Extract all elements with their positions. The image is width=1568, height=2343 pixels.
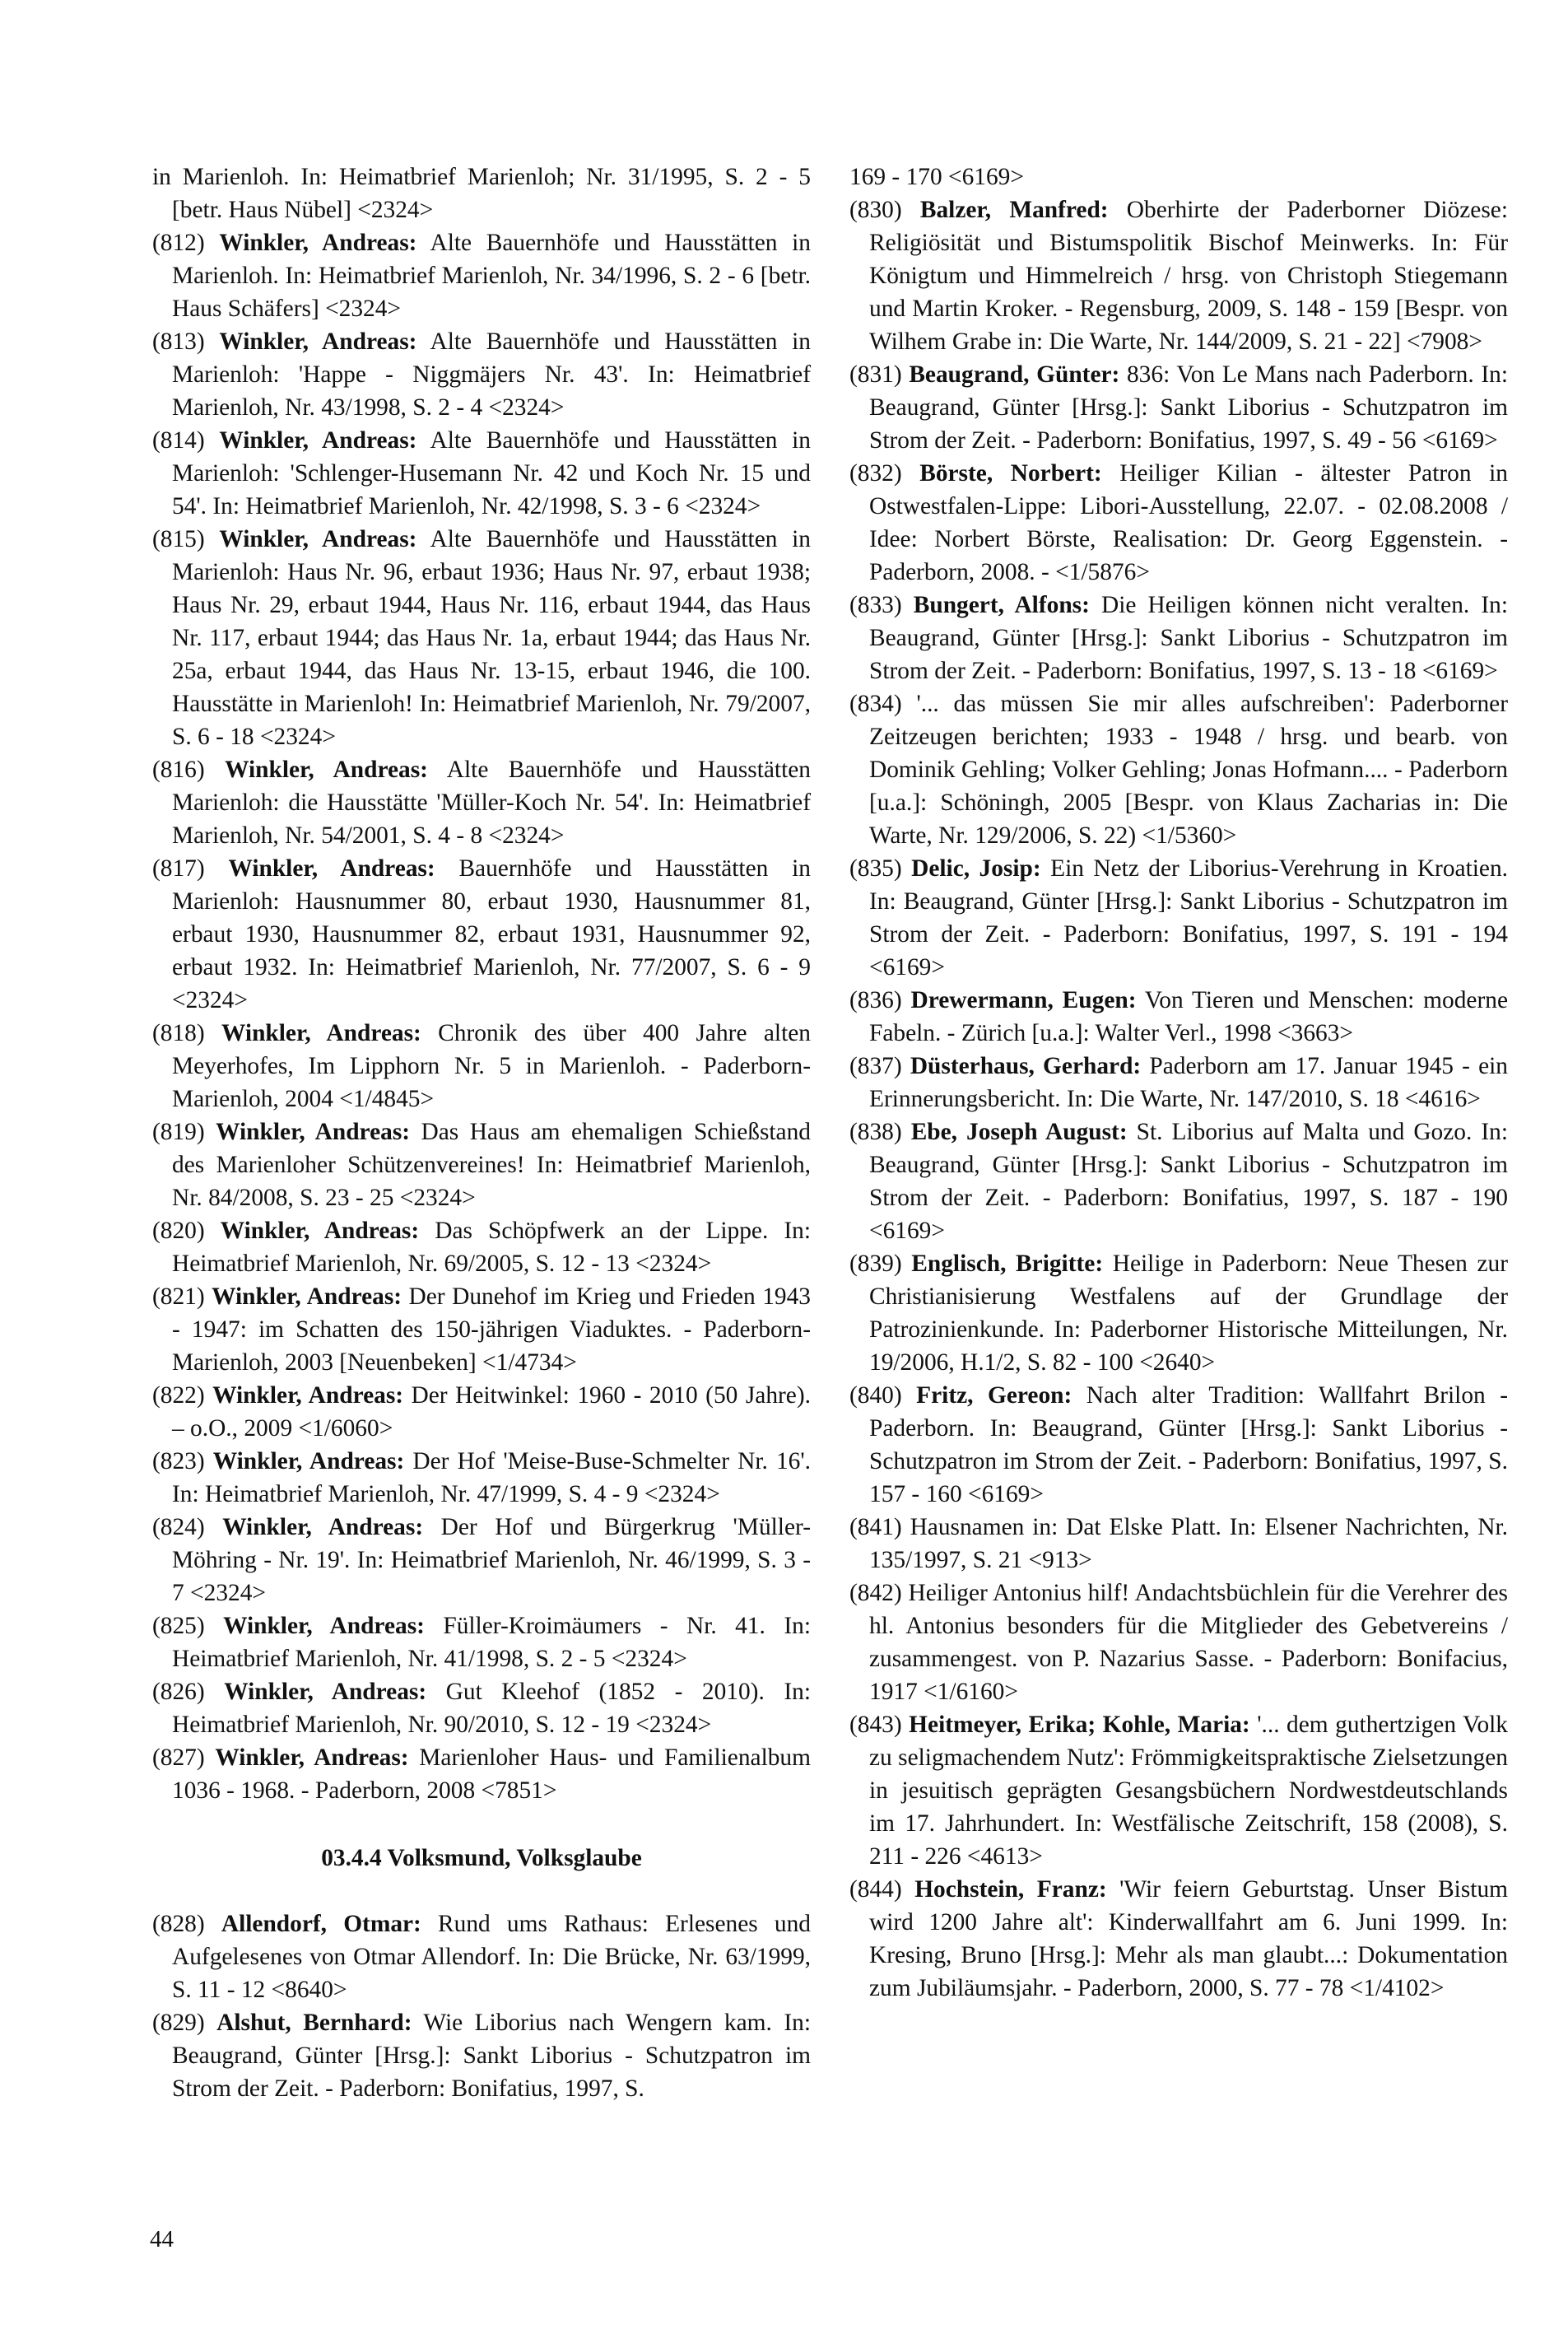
entry-number: (843): [849, 1712, 910, 1738]
bibliography-entry: [849, 852, 1508, 984]
bibliography-entry: [152, 523, 811, 753]
bibliography-entry: [152, 1445, 811, 1511]
entry-text: Bauernhöfe und Hausstätten in Marienloh: Hausnummer 80, erbaut 1930, Hausnummer 81, erbaut 1930, Hausnummer 82, erbaut 1931, Hausnummer 92, erbaut 1932. In: Heimatbrief Marienloh, Nr. 77/2007, S. 6 - 9 <2324>: [172, 855, 811, 1013]
bibliography-entry: [152, 1907, 811, 2006]
entry-author: Bungert, Alfons:: [913, 592, 1090, 618]
entry-number: (816): [152, 757, 226, 783]
section-heading: 03.4.4 Volksmund, Volksglaube: [321, 1845, 642, 1871]
entry-number: (818): [152, 1020, 222, 1046]
entry-number: (813): [152, 328, 220, 355]
page-number: 44: [150, 2226, 174, 2252]
entry-text: 169 - 170 <6169>: [849, 164, 1024, 190]
entry-author: Winkler, Andreas:: [223, 1613, 425, 1639]
bibliography-entry: [849, 1050, 1508, 1116]
entry-number: (823): [152, 1448, 213, 1474]
bibliography-entry: [849, 1708, 1508, 1873]
bibliography-entry: [152, 1511, 811, 1609]
entry-author: Winkler, Andreas:: [219, 526, 417, 552]
entry-number: (820): [152, 1218, 221, 1244]
entry-author: Heitmeyer, Erika; Kohle, Maria:: [909, 1712, 1250, 1738]
entry-number: (835): [849, 855, 912, 882]
entry-author: Hochstein, Franz:: [914, 1876, 1107, 1903]
entry-text: Gut Kleehof (1852 - 2010). In: Heimatbrief Marienloh, Nr. 90/2010, S. 12 - 19 <2324>: [172, 1679, 811, 1738]
entry-author: Winkler, Andreas:: [228, 855, 435, 882]
entry-text: Das Schöpfwerk an der Lippe. In: Heimatbrief Marienloh, Nr. 69/2005, S. 12 - 13 <2324>: [172, 1218, 811, 1277]
entry-author: Englisch, Brigitte:: [911, 1251, 1104, 1277]
entry-text: Der Dunehof im Krieg und Frieden 1943 - 1947: im Schatten des 150-jährigen Viaduktes. - Paderborn-Marienloh, 2003 [Neuenbeken] <1/4734>: [172, 1283, 811, 1376]
entry-author: Winkler, Andreas:: [222, 1514, 424, 1540]
entry-text: '... dem guthertzigen Volk zu seligmachendem Nutz': Frömmigkeitspraktische Zielsetzungen in jesuitisch geprägten Gesangsbüchern Nordwestdeutschlands im 17. Jahrhundert. In: Westfälische Zeitschrift, 158 (2008), S. 211 - 226 <4613>: [869, 1712, 1508, 1870]
left-column: [152, 161, 811, 2105]
bibliography-entry: [849, 687, 1508, 852]
entry-author: Allendorf, Otmar:: [221, 1911, 421, 1937]
entry-number: (829): [152, 2010, 217, 2036]
entry-author: Winkler, Andreas:: [219, 328, 417, 355]
bibliography-entry: [849, 1511, 1508, 1577]
entry-text: Nach alter Tradition: Wallfahrt Brilon - Paderborn. In: Beaugrand, Günter [Hrsg.]: Sankt Liborius - Schutzpatron im Strom der Zeit. - Paderborn: Bonifatius, 1997, S. 157 - 160 <6169>: [869, 1382, 1508, 1507]
entry-number: (827): [152, 1744, 216, 1771]
entry-author: Düsterhaus, Gerhard:: [910, 1053, 1142, 1079]
entry-number: (826): [152, 1679, 225, 1705]
entry-text: Der Hof und Bürgerkrug 'Müller-Möhring - Nr. 19'. In: Heimatbrief Marienloh, Nr. 46/1999, S. 3 - 7 <2324>: [172, 1514, 811, 1606]
bibliography-entry: [152, 1280, 811, 1379]
entry-number: (844): [849, 1876, 915, 1903]
entry-number: (828): [152, 1911, 221, 1937]
entry-text: Marienloher Haus- und Familienalbum 1036 - 1968. - Paderborn, 2008 <7851>: [172, 1744, 811, 1804]
entry-number: (837): [849, 1053, 910, 1079]
entry-number: (812): [152, 230, 220, 256]
entry-text: Der Heitwinkel: 1960 - 2010 (50 Jahre). – o.O., 2009 <1/6060>: [172, 1382, 811, 1442]
entry-text: Alte Bauernhöfe und Hausstätten in Marienloh: Haus Nr. 96, erbaut 1936; Haus Nr. 97, erbaut 1938; Haus Nr. 29, erbaut 1944, Haus Nr. 116, erbaut 1944, das Haus Nr. 117, erbaut 1944; das Haus Nr. 1a, erbaut 1944; das Haus Nr. 25a, erbaut 1944, das Haus Nr. 13-15, erbaut 1946, die 100. Hausstätte in Marienloh! In: Heimatbrief Marienloh, Nr. 79/2007, S. 6 - 18 <2324>: [172, 526, 811, 750]
bibliography-entry: [849, 358, 1508, 457]
entry-number: (824): [152, 1514, 223, 1540]
bibliography-entry: [152, 1379, 811, 1445]
bibliography-entry: [849, 984, 1508, 1050]
bibliography-entry: [152, 1675, 811, 1741]
entry-number: (814): [152, 427, 220, 454]
entry-number: (825): [152, 1613, 224, 1639]
entry-text: Alte Bauernhöfe und Hausstätten Marienloh: die Hausstätte 'Müller-Koch Nr. 54'. In: Heimatbrief Marienloh, Nr. 54/2001, S. 4 - 8 <2324>: [172, 757, 811, 849]
entry-author: Delic, Josip:: [911, 855, 1041, 882]
bibliography-entry: [849, 193, 1508, 358]
entry-number: (833): [849, 592, 914, 618]
entry-number: (819): [152, 1119, 216, 1145]
entry-author: Winkler, Andreas:: [221, 1020, 421, 1046]
entry-text: Alte Bauernhöfe und Hausstätten in Marienloh: 'Schlenger-Husemann Nr. 42 und Koch Nr. 15 und 54'. In: Heimatbrief Marienloh, Nr. 42/1998, S. 3 - 6 <2324>: [172, 427, 811, 519]
entry-text: Heiliger Antonius hilf! Andachtsbüchlein für die Verehrer des hl. Antonius besonders für die Mitglieder des Gebetvereins / zusammengest. von P. Nazarius Sasse. - Paderborn: Bonifacius, 1917 <1/6160>: [869, 1580, 1508, 1705]
entry-author: Winkler, Andreas:: [212, 1382, 404, 1409]
entry-number: (821): [152, 1283, 212, 1310]
entry-author: Winkler, Andreas:: [220, 1218, 420, 1244]
entry-number: (838): [849, 1119, 911, 1145]
entry-author: Winkler, Andreas:: [224, 1679, 427, 1705]
entry-text: Rund ums Rathaus: Erlesenes und Aufgelesenes von Otmar Allendorf. In: Die Brücke, Nr. 63/1999, S. 11 - 12 <8640>: [172, 1911, 811, 2003]
entry-text: Chronik des über 400 Jahre alten Meyerhofes, Im Lipphorn Nr. 5 in Marienloh. - Paderborn-Marienloh, 2004 <1/4845>: [172, 1020, 811, 1112]
bibliography-entry: [152, 226, 811, 325]
bibliography-entry: [152, 1741, 811, 1807]
bibliography-entry: [152, 852, 811, 1017]
bibliography-entry: [152, 325, 811, 424]
entry-author: Beaugrand, Günter:: [909, 361, 1120, 388]
entry-text: Hausnamen in: Dat Elske Platt. In: Elsener Nachrichten, Nr. 135/1997, S. 21 <913>: [869, 1514, 1508, 1573]
entry-author: Winkler, Andreas:: [212, 1448, 405, 1474]
bibliography-entry: [849, 1873, 1508, 2005]
entry-text: Alte Bauernhöfe und Hausstätten in Marienloh: 'Happe - Niggmäjers Nr. 43'. In: Heimatbrief Marienloh, Nr. 43/1998, S. 2 - 4 <2324>: [172, 328, 811, 421]
entry-text: Das Haus am ehemaligen Schießstand des Marienloher Schützenvereines! In: Heimatbrief Marienloh, Nr. 84/2008, S. 23 - 25 <2324>: [172, 1119, 811, 1211]
left-entries-after: [152, 1907, 811, 2105]
entry-author: Winkler, Andreas:: [219, 427, 417, 454]
entry-text: Ein Netz der Liborius-Verehrung in Kroatien. In: Beaugrand, Günter [Hrsg.]: Sankt Liborius - Schutzpatron im Strom der Zeit. - Paderborn: Bonifatius, 1997, S. 191 - 194 <6169>: [869, 855, 1508, 981]
entry-number: (834): [849, 691, 917, 717]
bibliography-entry: [152, 424, 811, 523]
bibliography-entry: [152, 753, 811, 852]
right-entries: [849, 161, 1508, 2005]
bibliography-entry: [849, 1116, 1508, 1247]
entry-author: Alshut, Bernhard:: [216, 2010, 412, 2036]
entry-number: (822): [152, 1382, 213, 1409]
entry-author: Drewermann, Eugen:: [910, 987, 1137, 1013]
entry-author: Winkler, Andreas:: [215, 1744, 409, 1771]
bibliography-entry: [152, 1214, 811, 1280]
entry-text: Oberhirte der Paderborner Diözese: Religiösität und Bistumspolitik Bischof Meinwerks. In: Für Königtum und Himmelreich / hrsg. von Christoph Stiegemann und Martin Kroker. - Regensburg, 2009, S. 148 - 159 [Bespr. von Wilhem Grabe in: Die Warte, Nr. 144/2009, S. 21 - 22] <7908>: [869, 197, 1508, 355]
entry-text: 836: Von Le Mans nach Paderborn. In: Beaugrand, Günter [Hrsg.]: Sankt Liborius - Schutzpatron im Strom der Zeit. - Paderborn: Bonifatius, 1997, S. 49 - 56 <6169>: [869, 361, 1508, 454]
entry-author: Börste, Norbert:: [919, 460, 1102, 487]
entry-author: Winkler, Andreas:: [212, 1283, 402, 1310]
bibliography-entry: [152, 1116, 811, 1214]
bibliography-entry: [152, 161, 811, 226]
entry-author: Winkler, Andreas:: [216, 1119, 411, 1145]
right-column: [849, 161, 1508, 2005]
entry-text: in Marienloh. In: Heimatbrief Marienloh; Nr. 31/1995, S. 2 - 5 [betr. Haus Nübel] <2324>: [152, 164, 811, 223]
entry-text: Paderborn am 17. Januar 1945 - ein Erinnerungsbericht. In: Die Warte, Nr. 147/2010, S. 18 <4616>: [869, 1053, 1508, 1112]
entry-author: Winkler, Andreas:: [219, 230, 417, 256]
bibliography-entry: [849, 457, 1508, 589]
bibliography-entry: [152, 1017, 811, 1116]
entry-text: Von Tieren und Menschen: moderne Fabeln. - Zürich [u.a.]: Walter Verl., 1998 <3663>: [869, 987, 1508, 1046]
entry-number: (842): [849, 1580, 909, 1606]
entry-number: (831): [849, 361, 910, 388]
bibliography-entry: [849, 1379, 1508, 1511]
left-entries-before: [152, 161, 811, 1807]
entry-text: 'Wir feiern Geburtstag. Unser Bistum wird 1200 Jahre alt': Kinderwallfahrt am 6. Juni 1999. In: Kresing, Bruno [Hrsg.]: Mehr als man glaubt...: Dokumentation zum Jubiläumsjahr. - Paderborn, 2000, S. 77 - 78 <1/4102>: [869, 1876, 1509, 2001]
entry-text: Die Heiligen können nicht veralten. In: Beaugrand, Günter [Hrsg.]: Sankt Liborius - Schutzpatron im Strom der Zeit. - Paderborn: Bonifatius, 1997, S. 13 - 18 <6169>: [869, 592, 1509, 684]
entry-number: (815): [152, 526, 220, 552]
entry-text: Wie Liborius nach Wengern kam. In: Beaugrand, Günter [Hrsg.]: Sankt Liborius - Schutzpatron im Strom der Zeit. - Paderborn: Bonifatius, 1997, S.: [172, 2010, 811, 2102]
bibliography-entry: [849, 1247, 1508, 1379]
entry-number: (830): [849, 197, 920, 223]
entry-text: Alte Bauernhöfe und Hausstätten in Marienloh. In: Heimatbrief Marienloh, Nr. 34/1996, S. 2 - 6 [betr. Haus Schäfers] <2324>: [172, 230, 811, 322]
entry-number: (839): [849, 1251, 912, 1277]
entry-number: (836): [849, 987, 911, 1013]
entry-author: Balzer, Manfred:: [919, 197, 1109, 223]
bibliography-entry: [849, 589, 1508, 687]
entry-text: Heilige in Paderborn: Neue Thesen zur Christianisierung Westfalens auf der Grundlage der Patrozinienkunde. In: Paderborner Historische Mitteilungen, Nr. 19/2006, H.1/2, S. 82 - 100 <2640>: [869, 1251, 1508, 1376]
entry-number: (841): [849, 1514, 910, 1540]
bibliography-entry: [152, 1609, 811, 1675]
entry-text: Der Hof 'Meise-Buse-Schmelter Nr. 16'. In: Heimatbrief Marienloh, Nr. 47/1999, S. 4 - 9 <2324>: [172, 1448, 811, 1507]
entry-text: '... das müssen Sie mir alles aufschreiben': Paderborner Zeitzeugen berichten; 1933 - 1948 / hrsg. und bearb. von Dominik Gehling; Volker Gehling; Jonas Hofmann.... - Paderborn [u.a.]: Schöningh, 2005 [Bespr. von Klaus Zacharias in: Die Warte, Nr. 129/2006, S. 22) <1/5360>: [869, 691, 1508, 849]
entry-number: (817): [152, 855, 229, 882]
bibliography-entry: [152, 2006, 811, 2105]
bibliography-entry: [849, 161, 1508, 193]
entry-text: St. Liborius auf Malta und Gozo. In: Beaugrand, Günter [Hrsg.]: Sankt Liborius - Schutzpatron im Strom der Zeit. - Paderborn: Bonifatius, 1997, S. 187 - 190 <6169>: [869, 1119, 1508, 1244]
entry-text: Heiliger Kilian - ältester Patron in Ostwestfalen-Lippe: Libori-Ausstellung, 22.07. - 02.08.2008 / Idee: Norbert Börste, Realisation: Dr. Georg Eggenstein. - Paderborn, 2008. - <1/5876>: [869, 460, 1508, 585]
bibliography-entry: [849, 1577, 1508, 1708]
entry-number: (832): [849, 460, 920, 487]
entry-number: (840): [849, 1382, 917, 1409]
entry-author: Winkler, Andreas:: [225, 757, 428, 783]
entry-text: Füller-Kroimäumers - Nr. 41. In: Heimatbrief Marienloh, Nr. 41/1998, S. 2 - 5 <2324>: [172, 1613, 811, 1672]
entry-author: Ebe, Joseph August:: [910, 1119, 1128, 1145]
entry-author: Fritz, Gereon:: [916, 1382, 1072, 1409]
